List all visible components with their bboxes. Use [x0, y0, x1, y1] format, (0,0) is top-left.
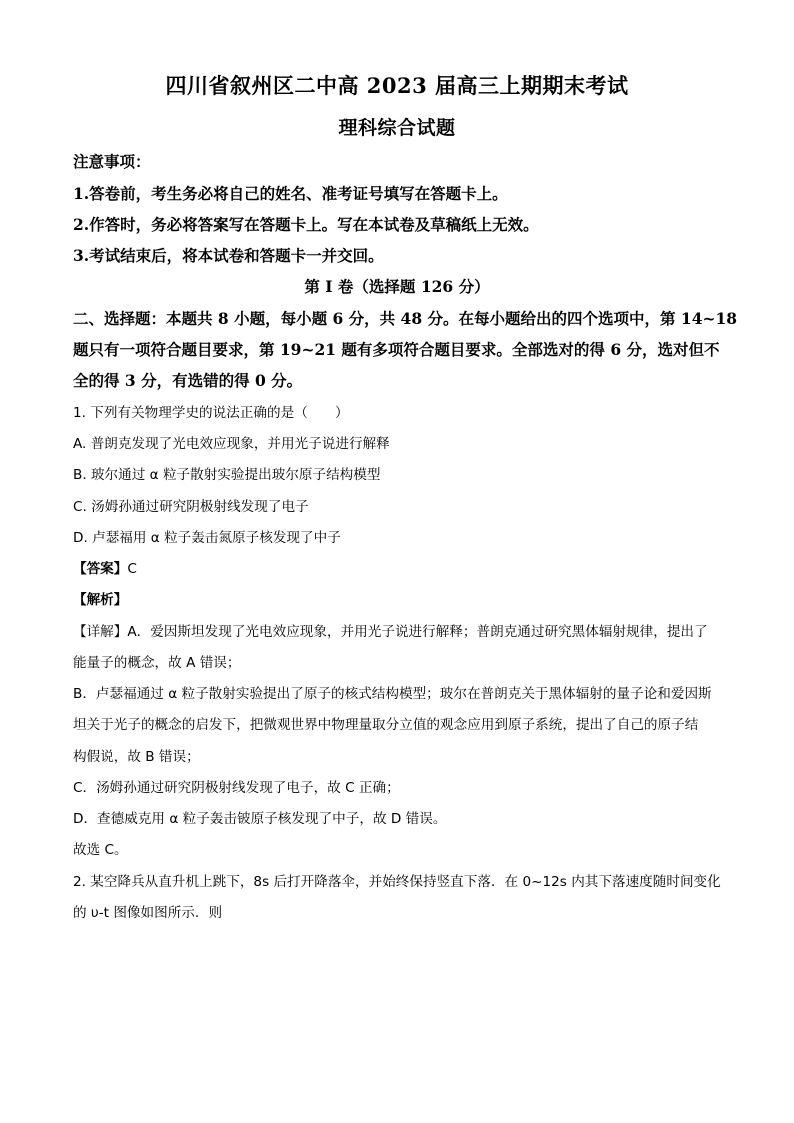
question-2-stem-line: 的 υ-t 图像如图所示．则 [73, 905, 223, 921]
detail-line: 能量子的概念，故 A 错误； [73, 655, 241, 671]
question-1-option-a: A. 普朗克发现了光电效应现象，并用光子说进行解释 [73, 436, 390, 452]
question-1-option-b: B. 玻尔通过 α 粒子散射实验提出玻尔原子结构模型 [73, 467, 381, 483]
notice-item-1: 1.答卷前，考生务必将自己的姓名、准考证号填写在答题卡上。 [73, 184, 508, 203]
detail-line: 构假说，故 B 错误； [73, 749, 200, 765]
notice-item-2: 2.作答时，务必将答案写在答题卡上。写在本试卷及草稿纸上无效。 [73, 215, 539, 234]
question-2-stem-line: 2. 某空降兵从直升机上跳下，8s 后打开降落伞，并始终保持竖直下落．在 0~12s 内其下落速度随时间变化 [73, 874, 721, 890]
question-1-option-c: C. 汤姆孙通过研究阴极射线发现了电子 [73, 499, 309, 515]
section-intro-line: 二、选择题：本题共 8 小题，每小题 6 分，共 48 分。在每小题给出的四个选项中，第 14~18 [73, 309, 738, 328]
volume-title: 第 I 卷（选择题 126 分） [304, 277, 490, 296]
notice-item-3: 3.考试结束后，将本试卷和答题卡一并交回。 [73, 246, 384, 265]
analysis-label: 【解析】 [73, 592, 128, 608]
detail-line: C．汤姆孙通过研究阴极射线发现了电子，故 C 正确； [73, 780, 400, 796]
detail-line: 故选 C。 [73, 842, 128, 858]
detail-line: B．卢瑟福通过 α 粒子散射实验提出了原子的核式结构模型；玻尔在普朗克关于黑体辐射的量子论和爱因斯 [73, 686, 712, 702]
answer-label: 【答案】 [73, 561, 128, 577]
exam-subtitle: 理科综合试题 [338, 117, 456, 139]
answer-value: C [127, 561, 137, 577]
section-intro-line: 全的得 3 分，有选错的得 0 分。 [73, 371, 303, 390]
detail-line: D．查德威克用 α 粒子轰击铍原子核发现了中子，故 D 错误。 [73, 811, 447, 827]
answer-row [73, 557, 733, 577]
notice-heading: 注意事项： [73, 152, 151, 171]
question-1-option-d: D. 卢瑟福用 α 粒子轰击氮原子核发现了中子 [73, 530, 341, 546]
section-intro-line: 题只有一项符合题目要求，第 19~21 题有多项符合题目要求。全部选对的得 6 分，选对但不 [73, 340, 720, 359]
question-1-stem: 1. 下列有关物理学史的说法正确的是（ ） [73, 405, 349, 421]
detail-line: 坦关于光子的概念的启发下，把微观世界中物理量取分立值的观念应用到原子系统，提出了自己的原子结 [73, 717, 699, 733]
exam-title: 四川省叙州区二中高 2023 届高三上期期末考试 [165, 73, 629, 98]
detail-line: 【详解】A．爱因斯坦发现了光电效应现象，并用光子说进行解释；普朗克通过研究黑体辐射规律，提出了 [73, 624, 708, 640]
